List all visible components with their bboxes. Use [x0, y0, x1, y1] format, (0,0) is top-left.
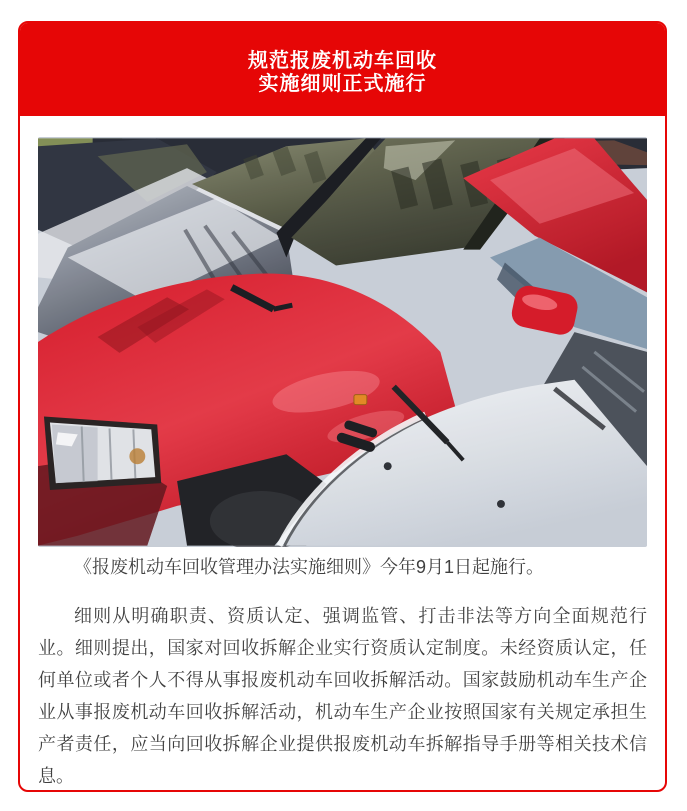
article-paragraph: 细则从明确职责、资质认定、强调监管、打击非法等方向全面规范行业。细则提出，国家对回收拆解企业实行资质认定制度。未经资质认定，任何单位或者个人不得从事报废机动车回收拆解活动。国家鼓励机动车生产企业从事报废机动车回收拆解活动，机动车生产企业按照国家有关规定承担生产者责任，应当向回收拆解企业提供报废机动车拆解指导手册等相关技术信息。	[38, 606, 647, 786]
article-card	[18, 21, 667, 792]
article-title-line-1: 规范报废机动车回收	[248, 49, 437, 72]
article-body	[20, 116, 665, 792]
article-title-line-2: 实施细则正式施行	[258, 72, 427, 95]
article-header-banner	[20, 23, 665, 116]
cars-photo	[38, 137, 647, 547]
cars-photo-illustration	[38, 137, 647, 547]
article-caption: 《报废机动车回收管理办法实施细则》今年9月1日起施行。	[74, 557, 545, 577]
